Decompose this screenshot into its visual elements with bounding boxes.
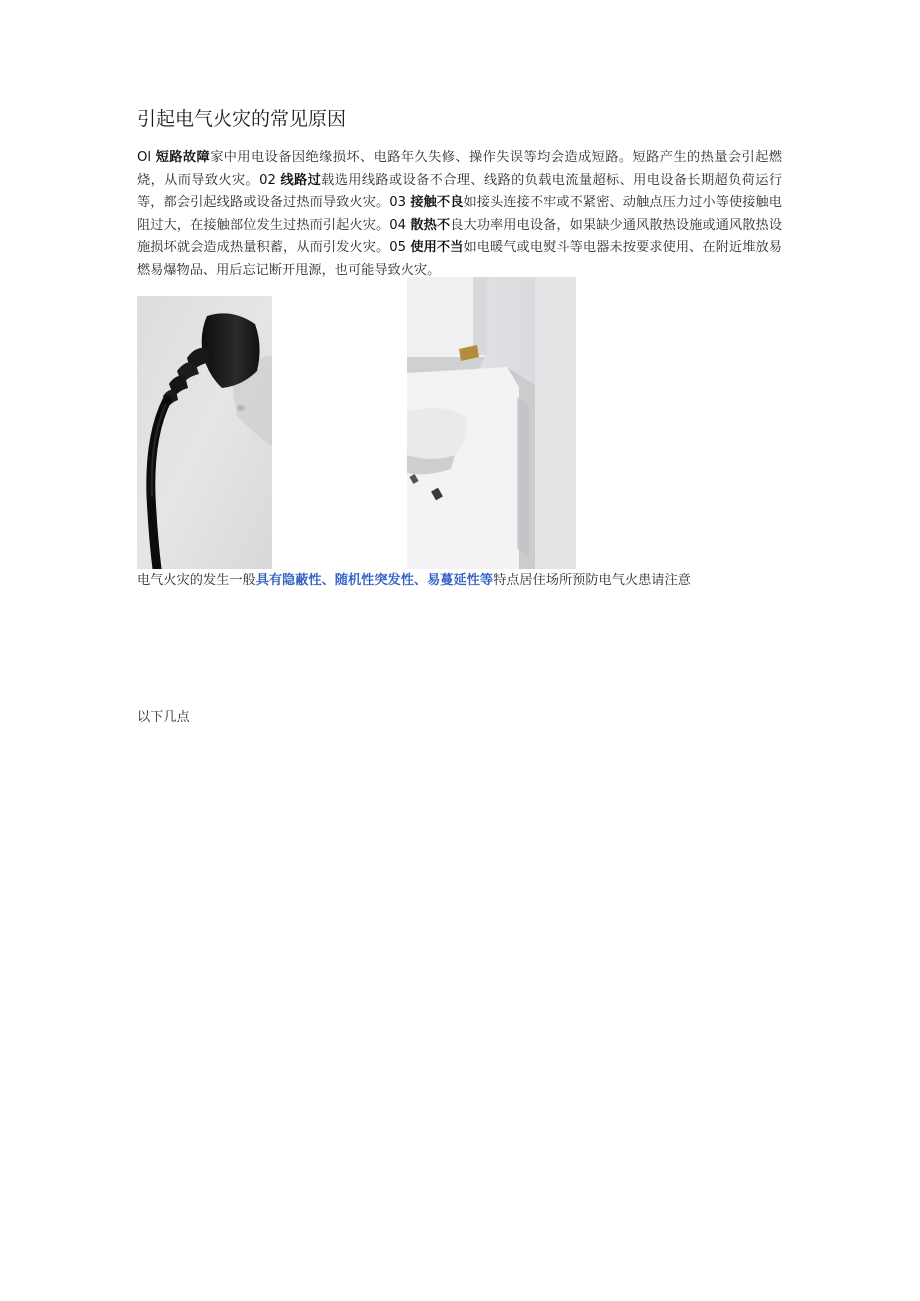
cause-3-number: 03 — [389, 195, 411, 210]
article-title: 引起电气火灾的常见原因 — [137, 108, 347, 130]
cause-2-text: 载选用线路或设备不合理、线路的负载电流量超标、用电设备长期超负荷运行等，都会引起线路或设备过热而导致火灾。 — [137, 172, 783, 210]
cause-4-number: 04 — [389, 217, 411, 233]
caption-line — [137, 570, 837, 592]
cause-4-text: 良大功率用电设备，如果缺少通风散热设施或通风散热设施损坏就会造成热量积蓄，从而引发火灾。 — [137, 217, 783, 255]
cause-1-keyword: 短路故障 — [155, 150, 211, 165]
caption-highlight: 具有隐蔽性、随机性突发性、易蔓延性等 — [255, 573, 494, 588]
causes-paragraph — [137, 147, 782, 282]
cause-3-keyword: 接触不良 — [410, 195, 464, 210]
cause-1-number: Ol — [137, 150, 156, 165]
cause-2-keyword: 线路过 — [280, 172, 322, 188]
tail-text: 以下几点 — [137, 710, 190, 725]
cause-5-keyword: 使用不当 — [410, 240, 464, 255]
cause-4-keyword: 散热不 — [410, 217, 451, 233]
caption-before: 电气火灾的发生一般 — [137, 573, 256, 588]
cause-3-text: 如接头连接不牢或不紧密、动触点压力过小等使接触电阻过大，在接触部位发生过热而引起火灾。 — [137, 195, 782, 233]
cause-1-text: 家中用电设备因绝缘损坏、电路年久失修、操作失误等均会造成短路。短路产生的热量会引起燃烧，从而导致火灾。 — [137, 150, 782, 188]
caption-after: 特点居住场所预防电气火患请注意 — [493, 573, 691, 588]
loose-socket-photo — [407, 277, 576, 569]
cause-5-number: 05 — [389, 240, 411, 255]
plug-cable-photo — [137, 296, 272, 569]
cause-2-number: 02 — [259, 172, 281, 188]
cause-5-text: 如电暖气或电熨斗等电器未按要求使用、在附近堆放易燃易爆物品、用后忘记断开甩源，也可能导致火灾。 — [137, 240, 782, 278]
